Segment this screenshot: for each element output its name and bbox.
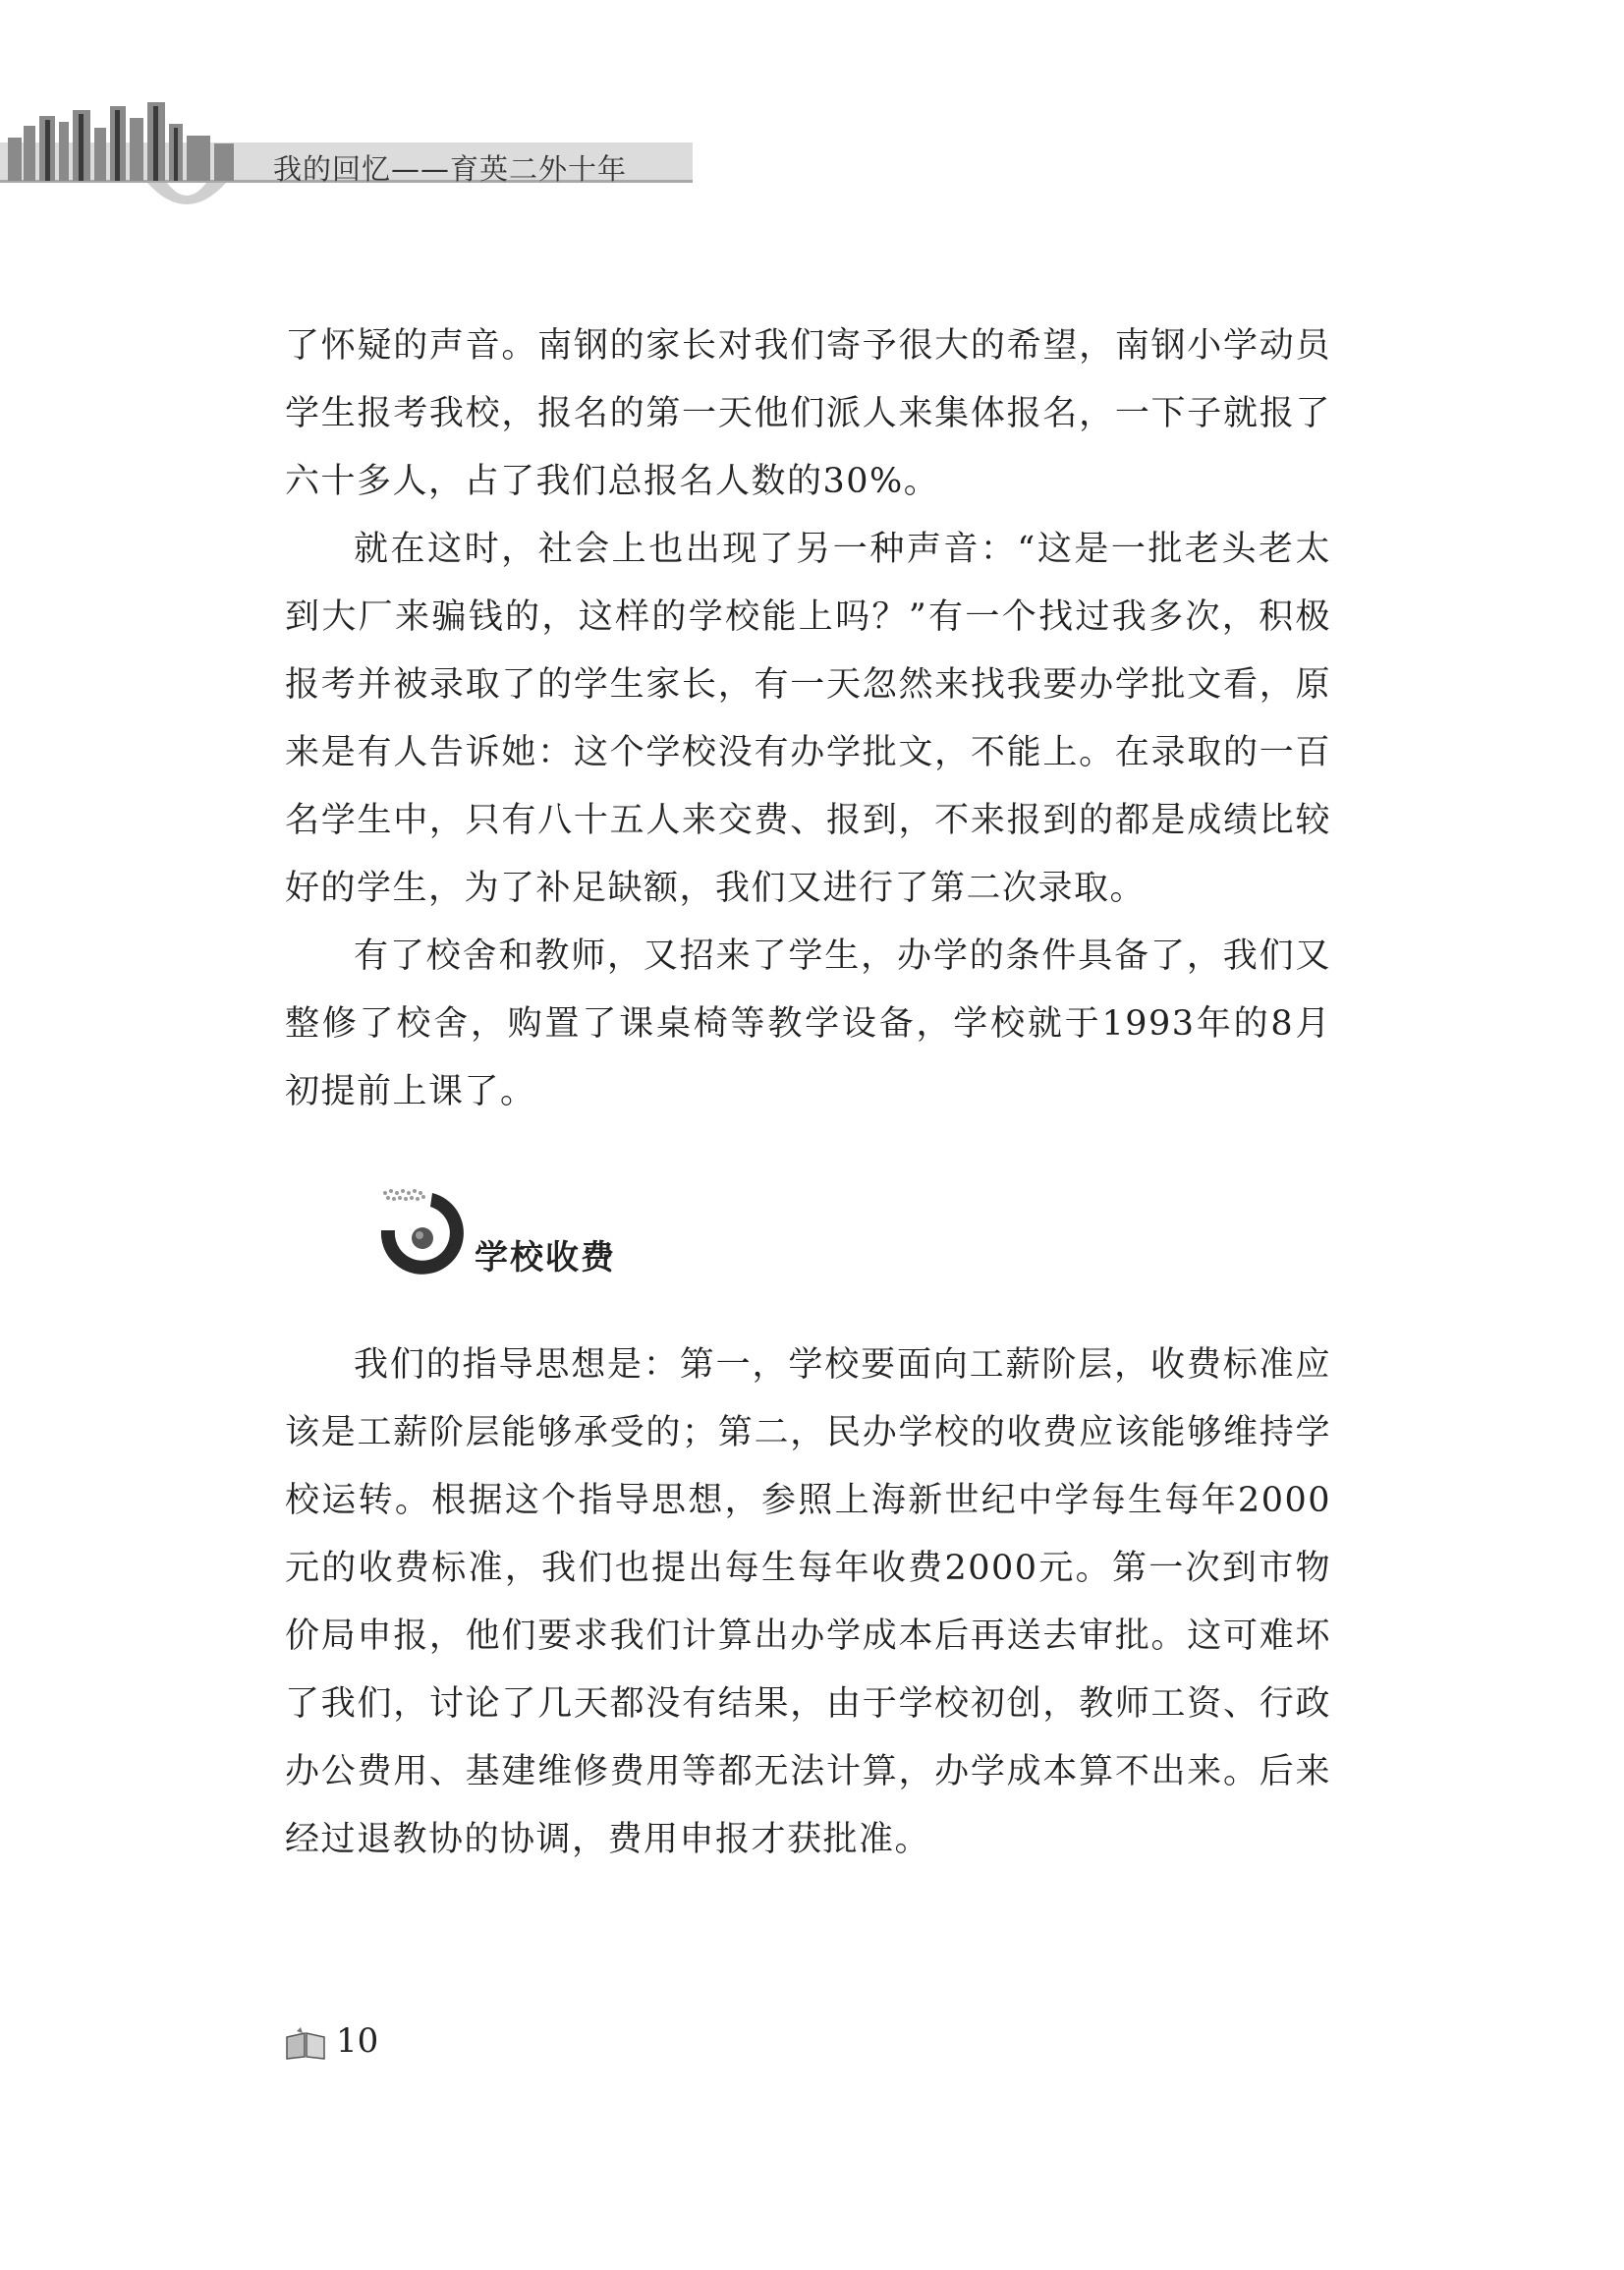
body-text-top [285,312,1331,1126]
section-title: 学校收费 [475,1238,616,1277]
section-heading [373,1179,865,1297]
page-number: 10 [336,2021,379,2061]
header-title: 我的回忆——育英二外十年 [273,152,628,186]
page-header [0,0,1624,236]
section-marker-icon [373,1179,481,1287]
paragraph: 我们的指导思想是：第一，学校要面向工薪阶层，收费标准应该是工薪阶层能够承受的；第二，民办学校的收费应该能够维持学校运转。根据这个指导思想，参照上海新世纪中学每生每年2000元的收费标准，我们也提出每生每年收费2000元。第一次到市物价局申报，他们要求我们计算出办学成本后再送去审批。这可难坏了我们，讨论了几天都没有结果，由于学校初创，教师工资、行政办公费用、基建维修费用等都无法计算，办学成本算不出来。后来经过退教协的协调，费用申报才获批准。 [285,1345,1331,1859]
body-text-bottom [285,1332,1331,1874]
paragraph: 就在这时，社会上也出现了另一种声音：“这是一批老头老太到大厂来骗钱的，这样的学校能上吗？”有一个找过我多次，积极报考并被录取了的学生家长，有一天忽然来找我要办学批文看，原来是有人告诉她：这个学校没有办学批文，不能上。在录取的一百名学生中，只有八十五人来交费、报到，不来报到的都是成绩比较好的学生，为了补足缺额，我们又进行了第二次录取。 [285,530,1331,908]
header-skyline-graphic [0,0,707,236]
paragraph: 有了校舍和教师，又招来了学生，办学的条件具备了，我们又整修了校舍，购置了课桌椅等教学设备，学校就于1993年的8月初提前上课了。 [285,936,1331,1111]
book-icon [285,2027,326,2061]
paragraph: 了怀疑的声音。南钢的家长对我们寄予很大的希望，南钢小学动员学生报考我校，报名的第一天他们派人来集体报名，一下子就报了六十多人，占了我们总报名人数的30%。 [285,326,1331,501]
page-footer [285,2019,481,2069]
